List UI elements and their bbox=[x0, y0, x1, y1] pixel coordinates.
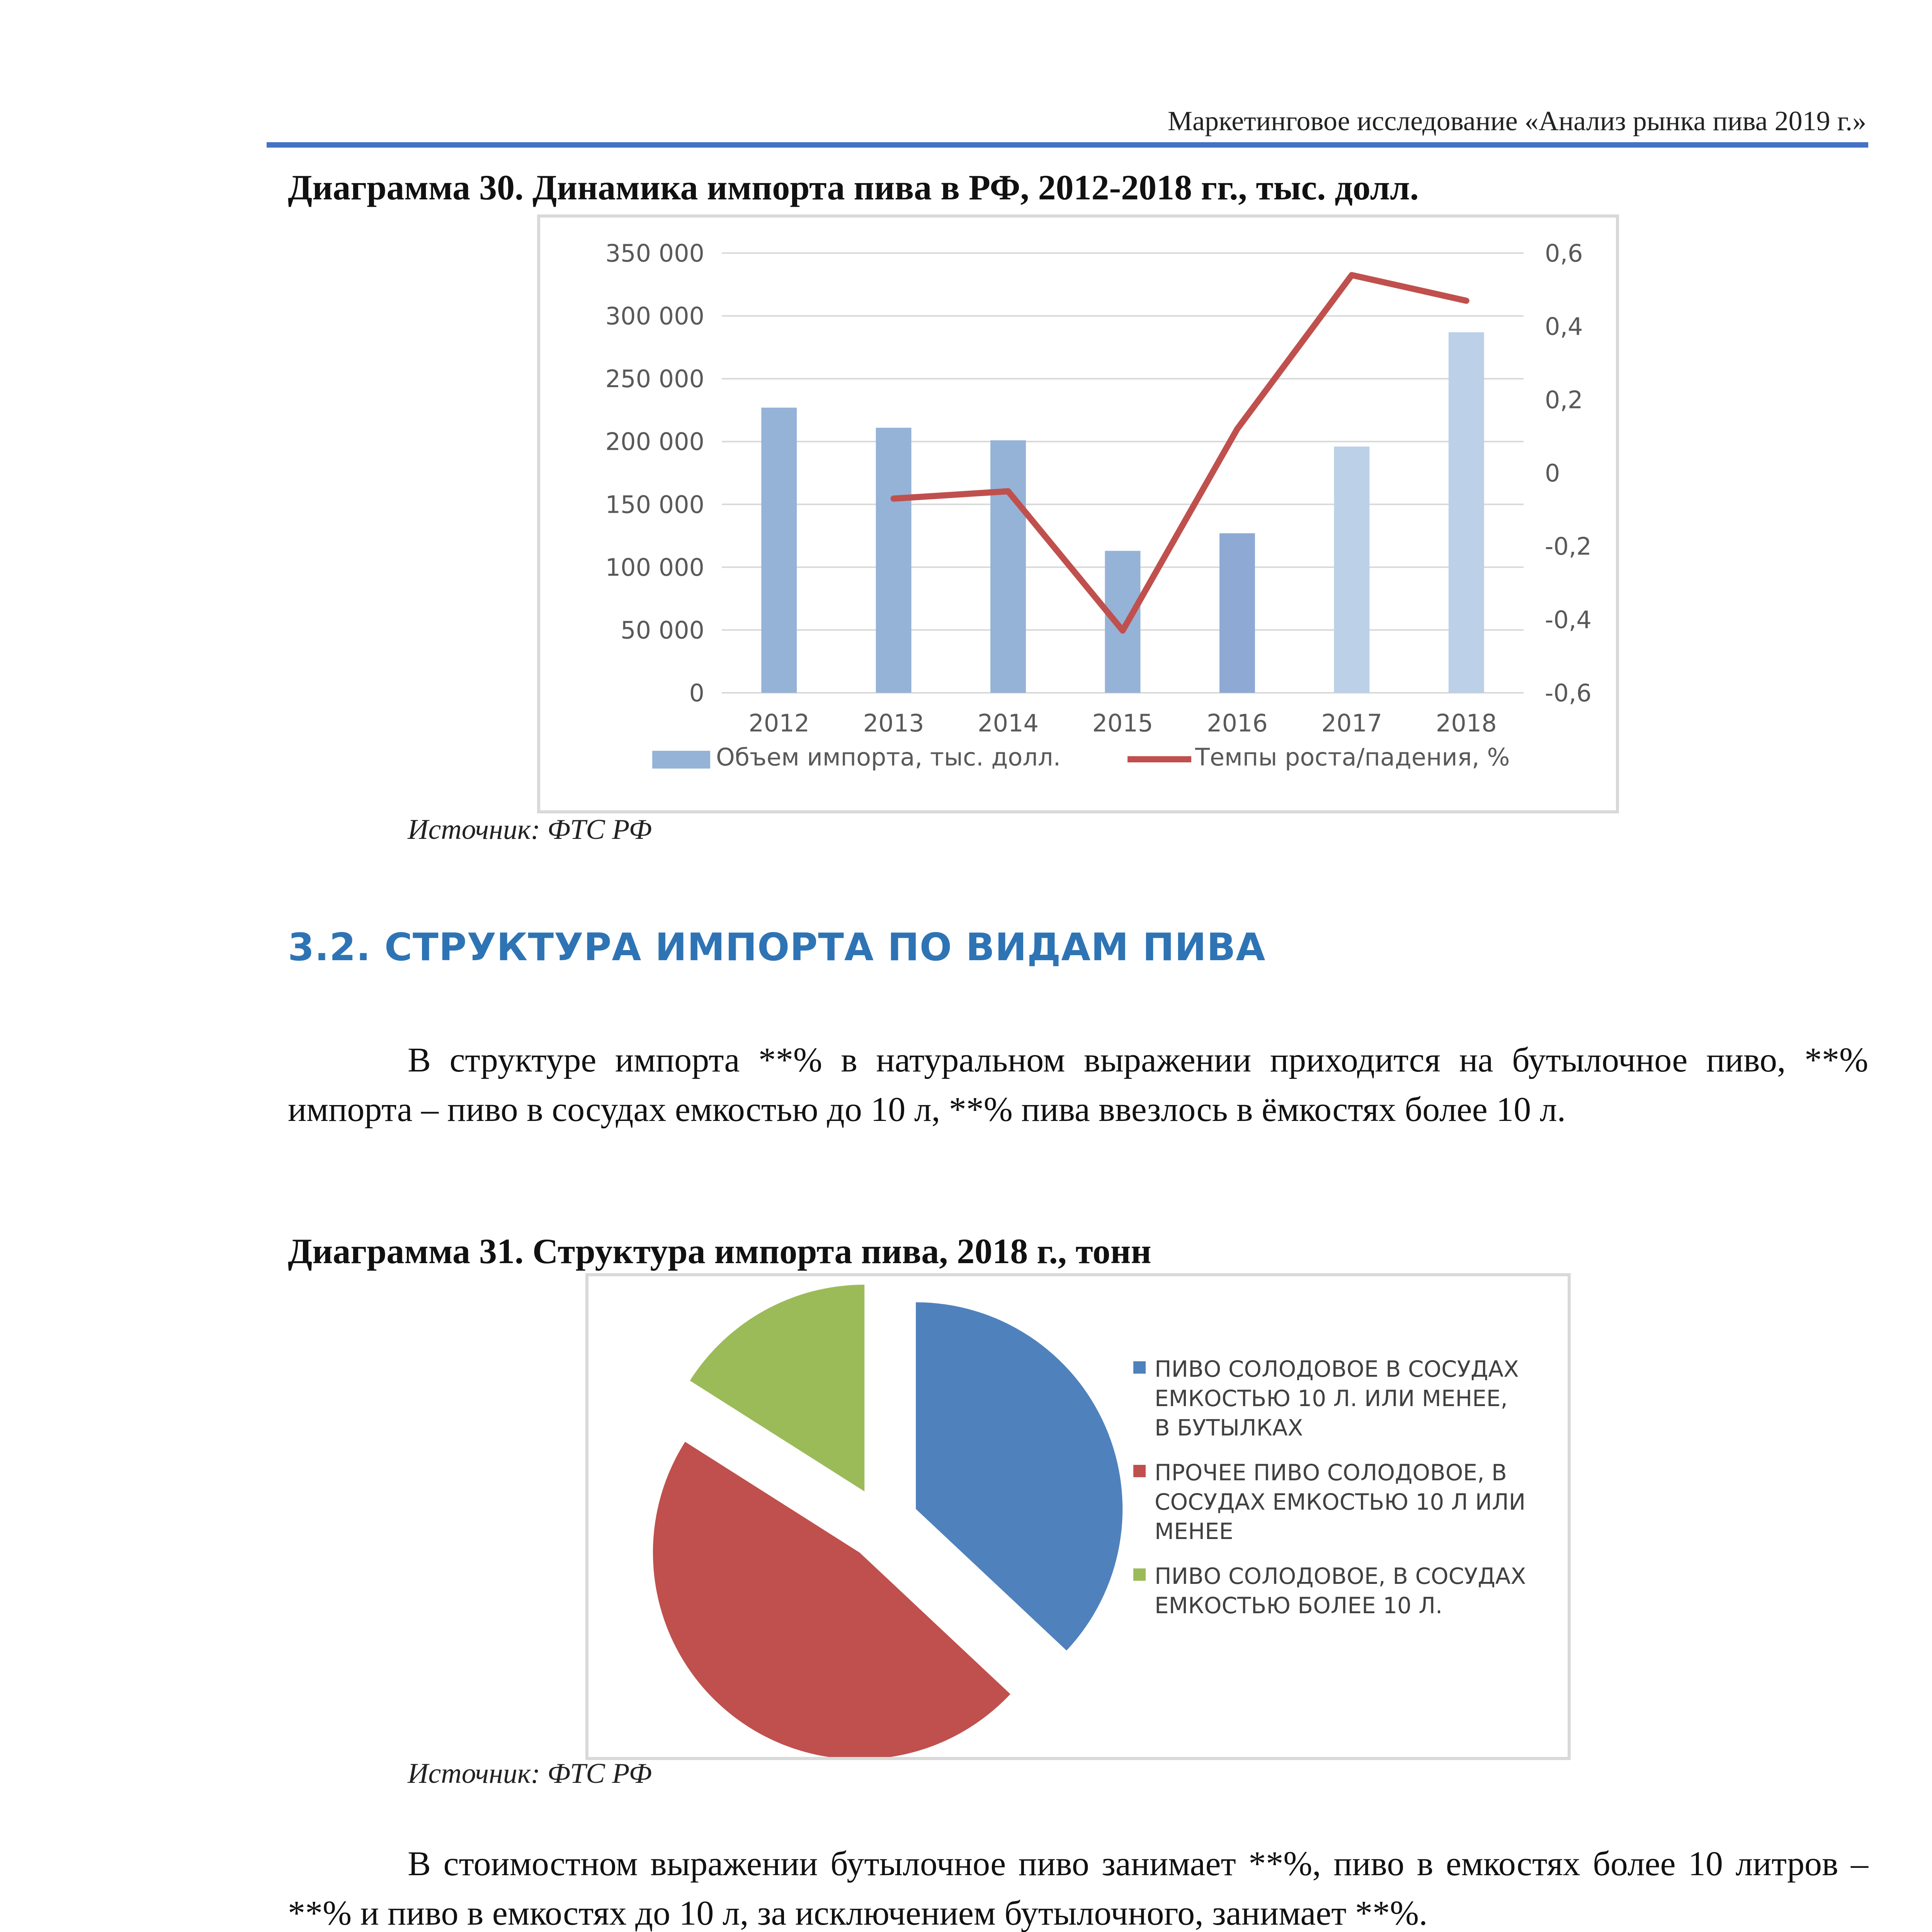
x-tick-label: 2016 bbox=[1207, 709, 1268, 737]
x-tick-label: 2015 bbox=[1092, 709, 1153, 737]
pie-chart-svg bbox=[588, 1276, 1568, 1757]
y-left-tick-label: 100 000 bbox=[605, 553, 704, 582]
legend-swatch-3 bbox=[1133, 1568, 1146, 1581]
paragraph-2: В стоимостном выражении бутылочное пиво занимает **%, пиво в емкостях более 10 литров – **% и пиво в емкостях до 10 л, за исключением бутылочного, занимает **%. bbox=[288, 1845, 1868, 1932]
y-left-tick-label: 50 000 bbox=[621, 616, 704, 645]
pie-slice-3 bbox=[690, 1285, 865, 1492]
legend-line-label: Темпы роста/падения, % bbox=[1195, 743, 1510, 771]
y-left-tick-label: 0 bbox=[689, 679, 704, 707]
x-tick-label: 2017 bbox=[1321, 709, 1383, 737]
growth-rate-line bbox=[894, 275, 1466, 631]
x-tick-label: 2014 bbox=[978, 709, 1039, 737]
y-right-tick-label: -0,4 bbox=[1545, 605, 1592, 634]
legend-swatch-1 bbox=[1133, 1361, 1146, 1374]
diagram-31-caption: Диаграмма 31. Структура импорта пива, 2018 г., тонн bbox=[288, 1231, 1151, 1271]
pie-slice-1 bbox=[916, 1302, 1122, 1650]
y-right-tick-label: -0,6 bbox=[1545, 679, 1592, 707]
combo-chart-svg bbox=[540, 218, 1616, 810]
pie-chart bbox=[585, 1273, 1571, 1760]
y-left-tick-label: 300 000 bbox=[605, 302, 704, 330]
bar-2012 bbox=[761, 408, 797, 693]
y-left-tick-label: 350 000 bbox=[605, 239, 704, 267]
y-left-tick-label: 200 000 bbox=[605, 427, 704, 456]
bar-2016 bbox=[1219, 533, 1255, 693]
bar-2014 bbox=[990, 440, 1026, 693]
legend-swatch-2 bbox=[1133, 1465, 1146, 1477]
bar-2013 bbox=[876, 428, 912, 693]
x-tick-label: 2013 bbox=[863, 709, 924, 737]
header-divider bbox=[267, 142, 1868, 148]
header-title: Маркетинговое исследование «Анализ рынка пива 2019 г.» bbox=[1167, 105, 1866, 136]
line-point bbox=[1350, 274, 1353, 277]
legend-bar-swatch bbox=[652, 751, 710, 769]
y-right-tick-label: 0,6 bbox=[1545, 239, 1583, 267]
line-point bbox=[1121, 629, 1124, 632]
y-right-tick-label: 0 bbox=[1545, 459, 1560, 487]
combo-chart bbox=[537, 214, 1619, 813]
line-point bbox=[1007, 490, 1010, 493]
line-point bbox=[1465, 299, 1468, 302]
x-tick-label: 2018 bbox=[1435, 709, 1497, 737]
diagram-30-caption: Диаграмма 30. Динамика импорта пива в РФ, 2012-2018 гг., тыс. долл. bbox=[288, 168, 1419, 207]
y-left-tick-label: 150 000 bbox=[605, 490, 704, 519]
legend-bar-label: Объем импорта, тыс. долл. bbox=[716, 743, 1061, 771]
section-title: 3.2. СТРУКТУРА ИМПОРТА ПО ВИДАМ ПИВА bbox=[288, 925, 1266, 969]
legend-label-2: ПРОЧЕЕ ПИВО СОЛОДОВОЕ, В СОСУДАХ ЕМКОСТЬЮ 10 Л ИЛИ МЕНЕЕ bbox=[1155, 1459, 1526, 1544]
bar-2017 bbox=[1334, 447, 1369, 693]
bar-2015 bbox=[1105, 551, 1141, 693]
line-point bbox=[1236, 427, 1239, 430]
legend-label-3: ПИВО СОЛОДОВОЕ, В СОСУДАХ ЕМКОСТЬЮ БОЛЕЕ 10 Л. bbox=[1155, 1563, 1526, 1619]
legend-label-1: ПИВО СОЛОДОВОЕ В СОСУДАХ ЕМКОСТЬЮ 10 Л. ИЛИ МЕНЕЕ, В БУТЫЛКАХ bbox=[1155, 1356, 1519, 1441]
x-tick-label: 2012 bbox=[748, 709, 810, 737]
bar-2018 bbox=[1449, 332, 1484, 693]
source-note-1: Источник: ФТС РФ bbox=[408, 814, 652, 845]
y-right-tick-label: 0,2 bbox=[1545, 386, 1583, 414]
y-right-tick-label: -0,2 bbox=[1545, 532, 1592, 561]
source-note-2: Источник: ФТС РФ bbox=[408, 1758, 652, 1789]
y-right-tick-label: 0,4 bbox=[1545, 312, 1583, 341]
paragraph-1: В структуре импорта **% в натуральном выражении приходится на бутылочное пиво, **% импорта – пиво в сосудах емкостью до 10 л, **% пива ввезлось в ёмкостях более 10 л. bbox=[288, 1041, 1868, 1129]
line-point bbox=[892, 497, 895, 500]
y-left-tick-label: 250 000 bbox=[605, 365, 704, 393]
